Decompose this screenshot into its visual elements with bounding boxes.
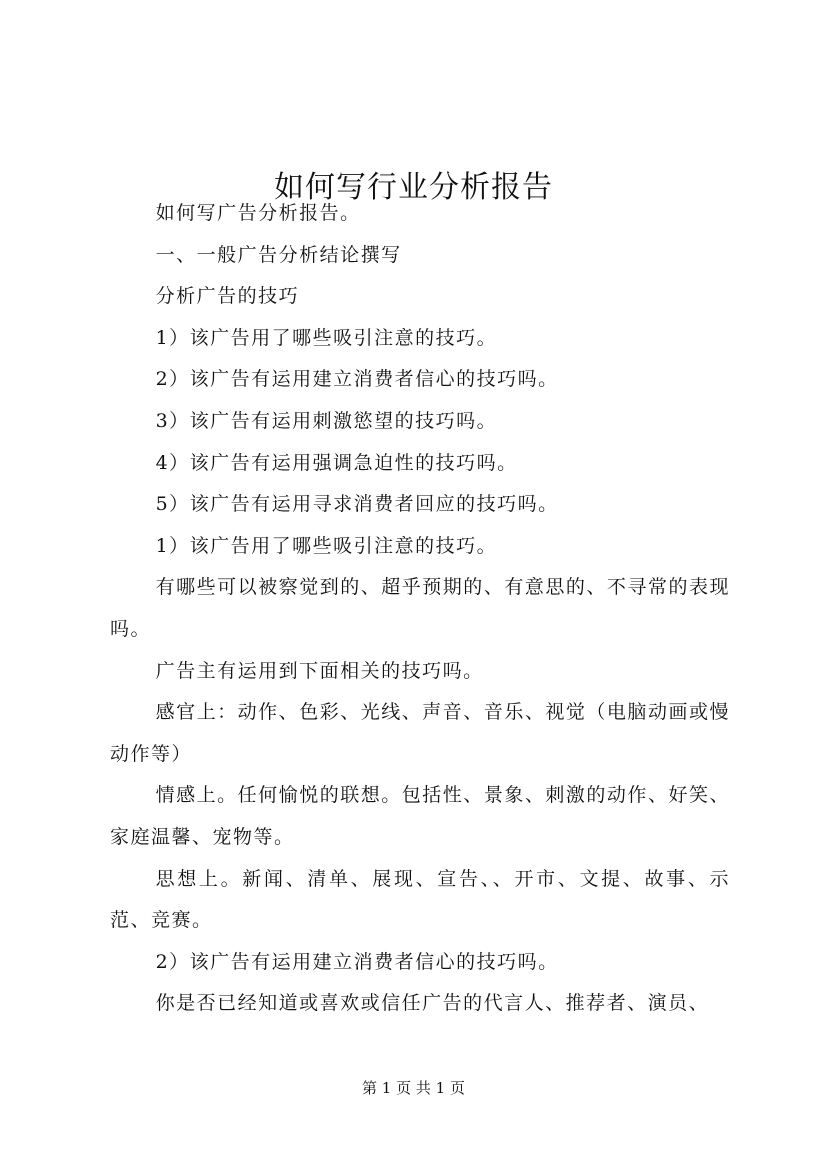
paragraph: 情感上。任何愉悦的联想。包括性、景象、刺激的动作、好笑、家庭温馨、宠物等。 — [110, 784, 730, 848]
page-number-footer: 第 1 页 共 1 页 — [362, 1079, 465, 1097]
paragraph: 广告主有运用到下面相关的技巧吗。 — [155, 659, 484, 682]
paragraph: 分析广告的技巧 — [155, 285, 300, 308]
paragraph: 3）该广告有运用刺激慾望的技巧吗。 — [155, 409, 498, 432]
paragraph: 4）该广告有运用强调急迫性的技巧吗。 — [155, 451, 518, 474]
document-title: 如何写行业分析报告 — [274, 170, 553, 206]
paragraph: 如何写广告分析报告。 — [155, 202, 361, 224]
paragraph: 一、一般广告分析结论撰写 — [155, 243, 402, 266]
paragraph: 2）该广告有运用建立消费者信心的技巧吗。 — [155, 368, 559, 391]
paragraph: 你是否已经知道或喜欢或信任广告的代言人、推荐者、演员、 — [155, 992, 710, 1015]
paragraph: 有哪些可以被察觉到的、超乎预期的、有意思的、不寻常的表现吗。 — [110, 576, 730, 640]
paragraph: 思想上。新闻、清单、展现、宣告、、开市、文提、故事、示范、竞赛。 — [110, 867, 730, 932]
paragraph: 1）该广告用了哪些吸引注意的技巧。 — [155, 534, 498, 557]
paragraph: 5）该广告有运用寻求消费者回应的技巧吗。 — [155, 493, 559, 516]
paragraph: 2）该广告有运用建立消费者信心的技巧吗。 — [155, 950, 559, 973]
paragraph: 1）该广告用了哪些吸引注意的技巧。 — [155, 326, 498, 349]
document-body — [110, 193, 730, 1025]
paragraph: 感官上：动作、色彩、光线、声音、音乐、视觉（电脑动画或慢动作等） — [110, 701, 730, 765]
